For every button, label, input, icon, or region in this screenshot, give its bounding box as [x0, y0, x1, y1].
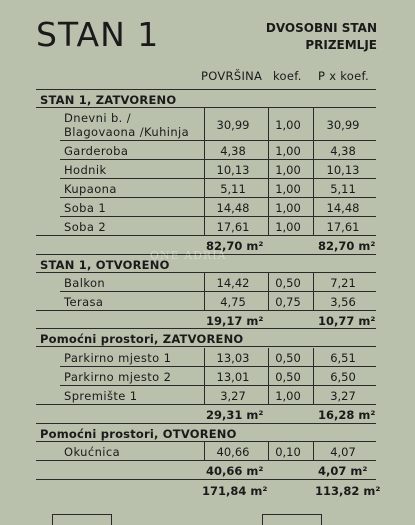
- row-label: Kupaona: [64, 182, 117, 196]
- table-row: [0, 179, 415, 198]
- row-product: 10,13: [326, 163, 360, 177]
- row-product: 17,61: [326, 220, 360, 234]
- row-coef: 0,50: [275, 276, 301, 290]
- row-area: 4,38: [220, 144, 246, 158]
- row-label: Parkirno mjesto 1: [64, 351, 172, 365]
- section-divider: [36, 346, 376, 347]
- table-row: [0, 108, 415, 141]
- row-product: 4,38: [330, 144, 356, 158]
- column-header-product: P x koef.: [318, 69, 369, 83]
- grand-total-product: 113,82 m²: [315, 484, 381, 498]
- bottom-box-left: [52, 514, 112, 525]
- column-header-area: POVRŠINA: [201, 69, 263, 83]
- row-area: 14,48: [216, 201, 250, 215]
- row-coef: 1,00: [275, 118, 301, 132]
- page-title: STAN 1: [36, 15, 160, 54]
- row-coef: 1,00: [275, 389, 301, 403]
- row-coef: 0,10: [275, 445, 301, 459]
- row-coef: 1,00: [275, 163, 301, 177]
- row-coef: 1,00: [275, 182, 301, 196]
- row-coef: 0,50: [275, 351, 301, 365]
- section-divider: [36, 328, 376, 329]
- row-label-line2: Blagovaona /Kuhinja: [64, 125, 190, 139]
- table-row: [0, 442, 415, 461]
- section-divider: [36, 423, 376, 424]
- section-total-area: 29,31 m²: [206, 408, 264, 422]
- row-area: 17,61: [216, 220, 250, 234]
- section-title: STAN 1, OTVORENO: [40, 258, 170, 272]
- watermark-logo: ONE ADRIA: [150, 249, 227, 262]
- row-coef: 1,00: [275, 201, 301, 215]
- table-row: [0, 273, 415, 292]
- table-row: [0, 367, 415, 386]
- row-label-line1: Dnevni b. /: [64, 111, 132, 125]
- row-product: 6,51: [330, 351, 356, 365]
- table-row: [0, 217, 415, 236]
- section-total-area: 19,17 m²: [206, 314, 264, 328]
- row-area: 5,11: [220, 182, 246, 196]
- row-label: Soba 2: [64, 220, 107, 234]
- row-label: Parkirno mjesto 2: [64, 370, 172, 384]
- row-label: Garderoba: [64, 144, 129, 158]
- row-label: Soba 1: [64, 201, 107, 215]
- subtitle-type: DVOSOBNI STAN: [265, 21, 377, 35]
- section-title: Pomoćni prostori, ZATVORENO: [40, 332, 244, 346]
- table-row: [0, 160, 415, 179]
- section-total-product: 16,28 m²: [318, 408, 376, 422]
- section-divider: [36, 479, 376, 480]
- section-total-product: 82,70 m²: [318, 239, 376, 253]
- row-label: Balkon: [64, 276, 106, 290]
- header-divider: [36, 89, 376, 90]
- grand-total-area: 171,84 m²: [202, 484, 268, 498]
- section-title: Pomoćni prostori, OTVORENO: [40, 427, 237, 441]
- row-area: 3,27: [220, 389, 246, 403]
- row-product: 7,21: [330, 276, 356, 290]
- row-label: Terasa: [64, 295, 104, 309]
- table-row: [0, 141, 415, 160]
- row-area: 13,01: [216, 370, 250, 384]
- row-area: 30,99: [216, 118, 250, 132]
- row-coef: 0,50: [275, 370, 301, 384]
- row-area: 4,75: [220, 295, 246, 309]
- row-label: Spremište 1: [64, 389, 138, 403]
- section-title: STAN 1, ZATVORENO: [40, 93, 177, 107]
- row-area: 40,66: [216, 445, 250, 459]
- row-product: 5,11: [330, 182, 356, 196]
- row-label: Okućnica: [64, 445, 121, 459]
- column-header-coef: koef.: [273, 69, 302, 83]
- table-row: [0, 386, 415, 405]
- row-product: 6,50: [330, 370, 356, 384]
- section-total-product: 10,77 m²: [318, 314, 376, 328]
- row-label: Hodnik: [64, 163, 107, 177]
- table-row: [0, 292, 415, 311]
- apartment-subtitle: [266, 20, 377, 54]
- row-product: 3,27: [330, 389, 356, 403]
- row-coef: 1,00: [275, 220, 301, 234]
- section-total-area: 40,66 m²: [206, 464, 264, 478]
- table-row: [0, 348, 415, 367]
- row-product: 14,48: [326, 201, 360, 215]
- subtitle-floor: PRIZEMLJE: [305, 38, 377, 52]
- table-row: [0, 198, 415, 217]
- row-area: 14,42: [216, 276, 250, 290]
- row-coef: 1,00: [275, 144, 301, 158]
- row-product: 3,56: [330, 295, 356, 309]
- row-area: 10,13: [216, 163, 250, 177]
- bottom-box-right: [262, 514, 322, 525]
- section-total-product: 4,07 m²: [318, 464, 368, 478]
- row-product: 4,07: [330, 445, 356, 459]
- row-coef: 0,75: [275, 295, 301, 309]
- row-product: 30,99: [326, 118, 360, 132]
- row-area: 13,03: [216, 351, 250, 365]
- section-total-area: 82,70 m²: [206, 239, 264, 253]
